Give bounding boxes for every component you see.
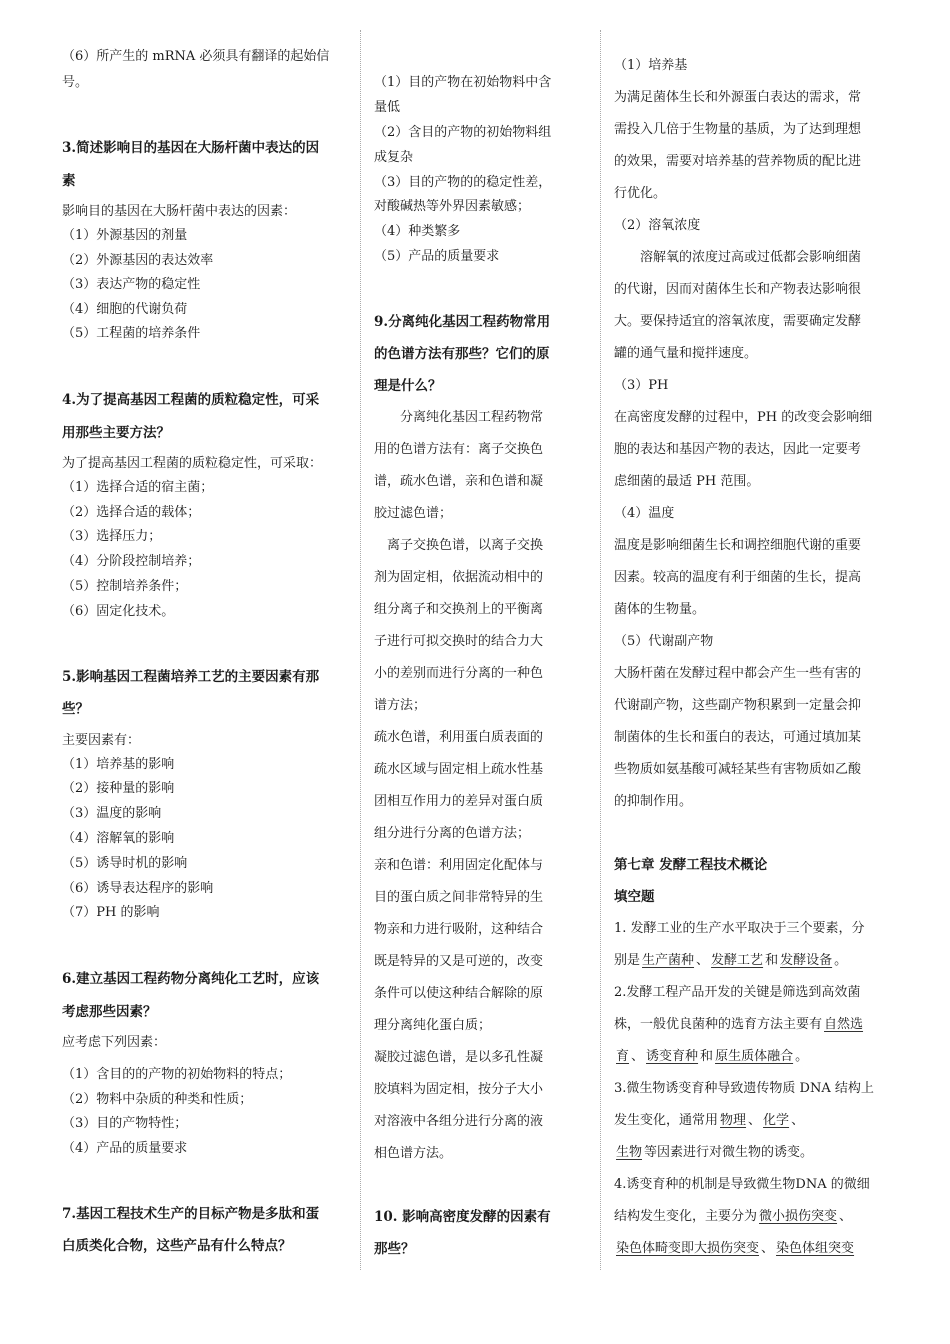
question-title: 用那些主要方法？ <box>62 425 170 441</box>
text-fragment: 结构发生变化，主要分为 <box>614 1209 758 1224</box>
text-fragment: 株，一般优良菌种的选育方法主要有 <box>614 1017 823 1032</box>
answer-blank: 物理 <box>720 1113 747 1128</box>
list-item: （4）分阶段控制培养； <box>62 554 201 569</box>
text-line: 小的差别而进行分离的一种色 <box>374 666 544 681</box>
list-item: （7）PH 的影响 <box>62 905 160 920</box>
answer-blank: 生产菌种 <box>642 953 695 968</box>
text-line: 相色谱方法。 <box>374 1146 453 1161</box>
text-fragment: 和 <box>765 953 779 968</box>
text-line: 的代谢，因而对菌体生长和产物表达影响很 <box>614 282 862 297</box>
answer-blank: 染色体组突变 <box>776 1241 855 1256</box>
fill-blank-line <box>614 1016 865 1034</box>
text-line: 剂为固定相，依据流动相中的 <box>374 570 544 585</box>
question-title: 10. 影响高密度发酵的因素有 <box>374 1209 551 1225</box>
answer-blank: 发酵工艺 <box>711 953 764 968</box>
column-divider <box>600 30 601 1270</box>
list-item: （4）溶解氧的影响 <box>62 831 175 846</box>
text-line: 分离纯化基因工程药物常 <box>400 410 544 425</box>
text-fragment: 别是 <box>614 953 641 968</box>
list-item: （5）工程菌的培养条件 <box>62 326 201 341</box>
text-line: 为了提高基因工程菌的质粒稳定性，可采取： <box>62 456 323 471</box>
list-item: 对酸碱热等外界因素敏感； <box>374 199 531 214</box>
text-line: 为满足菌体生长和外源蛋白表达的需求，常 <box>614 90 862 105</box>
text-line: 谱方法； <box>374 698 427 713</box>
list-item: （2）外源基因的表达效率 <box>62 253 214 268</box>
text-line: 菌体的生物量。 <box>614 602 706 617</box>
list-item: 成复杂 <box>374 150 414 165</box>
text-line: 凝胶过滤色谱，是以多孔性凝 <box>374 1050 544 1065</box>
list-item: （6）诱导表达程序的影响 <box>62 881 214 896</box>
text-fragment: 、 <box>696 953 710 968</box>
text-line: 对溶液中各组分进行分离的液 <box>374 1114 544 1129</box>
list-item: （2）选择合适的载体； <box>62 505 201 520</box>
text-line: 的效果，需要对培养基的营养物质的配比进 <box>614 154 862 169</box>
list-item: （6）固定化技术。 <box>62 604 175 619</box>
text-line: 4.诱变育种的机制是导致微生物DNA 的微细 <box>614 1177 870 1192</box>
question-title: 素 <box>62 173 76 189</box>
text-line: 理分离纯化蛋白质； <box>374 1018 492 1033</box>
question-title: 白质类化合物，这些产品有什么特点？ <box>62 1238 292 1254</box>
text-fragment: 、 <box>631 1049 645 1064</box>
list-item: （1）目的产物在初始物料中含 <box>374 75 552 90</box>
question-title: 3.简述影响目的基因在大肠杆菌中表达的因 <box>62 140 320 156</box>
text-line: 胶过滤色谱； <box>374 506 453 521</box>
question-title: 那些？ <box>374 1241 415 1257</box>
list-item: （5）代谢副产物 <box>614 634 714 649</box>
text-fragment: 和 <box>700 1049 714 1064</box>
question-title: 4.为了提高基因工程菌的质粒稳定性，可采 <box>62 392 320 408</box>
text-fragment: 、 <box>839 1209 853 1224</box>
question-title: 的色谱方法有那些？它们的原 <box>374 346 550 362</box>
text-line: 影响目的基因在大肠杆菌中表达的因素： <box>62 204 297 219</box>
answer-blank: 微小损伤突变 <box>759 1209 838 1224</box>
list-item: （3）表达产物的稳定性 <box>62 277 201 292</box>
text-fragment: 。 <box>834 953 848 968</box>
text-line: 用的色谱方法有：离子交换色 <box>374 442 544 457</box>
text-fragment: 、 <box>761 1241 775 1256</box>
text-fragment: 等因素进行对微生物的诱变。 <box>644 1145 814 1160</box>
answer-blank: 原生质体融合 <box>715 1049 794 1064</box>
text-line: 需投入几倍于生物量的基质，为了达到理想 <box>614 122 862 137</box>
text-line: 虑细菌的最适 PH 范围。 <box>614 474 760 489</box>
text-line: 条件可以使这种结合解除的原 <box>374 986 544 1001</box>
list-item: （1）含目的的产物的初始物料的特点； <box>62 1067 292 1082</box>
fill-blank-line <box>614 1048 808 1066</box>
text-line: 号。 <box>62 75 89 90</box>
text-line: 温度是影响细菌生长和调控细胞代谢的重要 <box>614 538 862 553</box>
list-item: （3）目的产物的的稳定性差， <box>374 175 552 190</box>
question-title: 5.影响基因工程菌培养工艺的主要因素有那 <box>62 669 320 685</box>
text-line: 团相互作用力的差异对蛋白质 <box>374 794 544 809</box>
answer-blank: 染色体畸变即大损伤突变 <box>616 1241 760 1256</box>
text-line: 疏水色谱，利用蛋白质表面的 <box>374 730 544 745</box>
text-line: 些物质如氨基酸可减轻某些有害物质如乙酸 <box>614 762 862 777</box>
list-item: （4）温度 <box>614 506 675 521</box>
list-item: （2）物料中杂质的种类和性质； <box>62 1092 253 1107</box>
list-item: （2）溶氧浓度 <box>614 218 701 233</box>
text-line: 罐的通气量和搅拌速度。 <box>614 346 758 361</box>
text-line: 胞的表达和基因产物的表达，因此一定要考 <box>614 442 862 457</box>
list-item: （4）细胞的代谢负荷 <box>62 302 188 317</box>
list-item: （5）控制培养条件； <box>62 579 188 594</box>
list-item: （1）选择合适的宿主菌； <box>62 480 214 495</box>
list-item: （2）含目的产物的初始物料组 <box>374 125 552 140</box>
text-line: 物亲和力进行吸附，这种结合 <box>374 922 544 937</box>
text-line: 大肠杆菌在发酵过程中都会产生一些有害的 <box>614 666 862 681</box>
text-line: 2.发酵工程产品开发的关键是筛选到高效菌 <box>614 985 861 1000</box>
text-line: 溶解氧的浓度过高或过低都会影响细菌 <box>640 250 862 265</box>
fill-blank-line <box>614 1208 852 1226</box>
list-item: （1）外源基因的剂量 <box>62 228 188 243</box>
text-line: 行优化。 <box>614 186 667 201</box>
text-line: 应考虑下列因素： <box>62 1035 167 1050</box>
list-item: （4）种类繁多 <box>374 224 461 239</box>
answer-blank: 化学 <box>763 1113 790 1128</box>
question-title: 9.分离纯化基因工程药物常用 <box>374 314 551 330</box>
text-line: （6）所产生的 mRNA 必须具有翻译的起始信 <box>62 49 330 64</box>
list-item: （1）培养基的影响 <box>62 757 175 772</box>
text-line: 既是特异的又是可逆的，改变 <box>374 954 544 969</box>
text-fragment: 、 <box>791 1113 805 1128</box>
text-line: 组分离子和交换剂上的平衡离 <box>374 602 544 617</box>
text-line: 因素。较高的温度有利于细菌的生长，提高 <box>614 570 862 585</box>
text-line: 目的蛋白质之间非常特异的生 <box>374 890 544 905</box>
text-fragment: 。 <box>795 1049 809 1064</box>
text-line: 子进行可拟交换时的结合力大 <box>374 634 544 649</box>
answer-blank: 生物 <box>616 1145 643 1160</box>
section-title: 填空题 <box>614 889 655 905</box>
text-line: 大。要保持适宜的溶氧浓度，需要确定发酵 <box>614 314 862 329</box>
text-line: 胶填料为固定相，按分子大小 <box>374 1082 544 1097</box>
fill-blank-line <box>614 952 847 970</box>
list-item: （3）温度的影响 <box>62 806 162 821</box>
text-line: 代谢副产物，这些副产物积累到一定量会抑 <box>614 698 862 713</box>
chapter-title: 第七章 发酵工程技术概论 <box>614 857 768 873</box>
text-line: 疏水区域与固定相上疏水性基 <box>374 762 544 777</box>
text-line: 3.微生物诱变育种导致遗传物质 DNA 结构上 <box>614 1081 874 1096</box>
text-line: 制菌体的生长和蛋白的表达，可通过填加某 <box>614 730 862 745</box>
question-title: 考虑那些因素？ <box>62 1004 157 1020</box>
question-title: 些？ <box>62 701 89 717</box>
fill-blank-line <box>614 1144 813 1162</box>
list-item: （3）目的产物特性； <box>62 1116 188 1131</box>
text-line: 主要因素有： <box>62 733 141 748</box>
text-line: 谱，疏水色谱，亲和色谱和凝 <box>374 474 544 489</box>
list-item: （5）产品的质量要求 <box>374 249 500 264</box>
fill-blank-line <box>614 1240 856 1258</box>
text-line: 的抑制作用。 <box>614 794 693 809</box>
question-title: 7.基因工程技术生产的目标产物是多肽和蛋 <box>62 1206 320 1222</box>
list-item: （5）诱导时机的影响 <box>62 856 188 871</box>
text-line: 亲和色谱：利用固定化配体与 <box>374 858 544 873</box>
list-item: （4）产品的质量要求 <box>62 1141 188 1156</box>
question-title: 6.建立基因工程药物分离纯化工艺时，应该 <box>62 971 320 987</box>
list-item: 量低 <box>374 100 401 115</box>
column-divider <box>360 30 361 1270</box>
text-line: 在高密度发酵的过程中，PH 的改变会影响细 <box>614 410 873 425</box>
question-title: 理是什么？ <box>374 378 442 394</box>
answer-blank: 发酵设备 <box>780 953 833 968</box>
list-item: （3）PH <box>614 378 669 393</box>
answer-blank: 诱变育种 <box>646 1049 699 1064</box>
list-item: （1）培养基 <box>614 58 688 73</box>
fill-blank-line <box>614 1112 804 1130</box>
list-item: （3）选择压力； <box>62 529 162 544</box>
answer-blank: 育 <box>616 1049 630 1064</box>
list-item: （2）接种量的影响 <box>62 781 175 796</box>
text-fragment: 发生变化，通常用 <box>614 1113 719 1128</box>
text-line: 1. 发酵工业的生产水平取决于三个要素，分 <box>614 921 865 936</box>
answer-blank: 自然选 <box>824 1017 864 1032</box>
text-fragment: 、 <box>748 1113 762 1128</box>
text-line: 离子交换色谱，以离子交换 <box>387 538 544 553</box>
text-line: 组分进行分离的色谱方法； <box>374 826 531 841</box>
